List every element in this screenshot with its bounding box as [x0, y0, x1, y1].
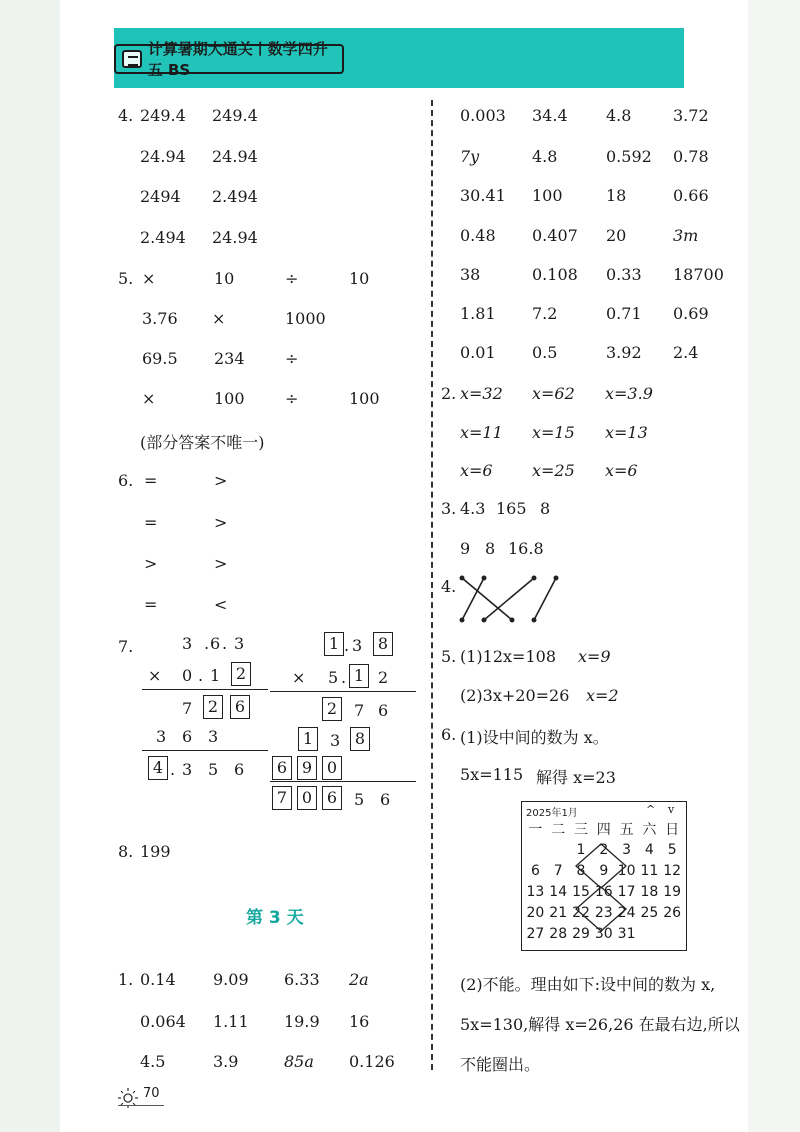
r-q1-cell: 20 [606, 226, 627, 245]
r-q1-cell: 2.4 [673, 343, 699, 362]
r-q5-line1: (1)12x=108 [460, 647, 556, 666]
q6-r4c1: = [144, 595, 158, 614]
r-q1-cell: 0.33 [606, 265, 642, 284]
page-number: 70 [143, 1086, 160, 1101]
calendar-day: 31 [617, 925, 636, 942]
r-q5-line2: (2)3x+20=26 [460, 686, 570, 705]
q7a-line2 [142, 750, 268, 751]
diamond-2 [576, 887, 626, 931]
q7a-resd3: 5 [208, 760, 219, 779]
q4-r4c1: 2.494 [140, 228, 186, 247]
r-q3-r1c3: 8 [540, 499, 551, 518]
q7a-p2d3: 3 [208, 727, 219, 746]
header-title: 计算暑期大通关丨数学四升五 BS [147, 40, 328, 79]
r-q2-r3c2: x=25 [532, 461, 575, 480]
calendar-day: 3 [622, 841, 632, 858]
q7a-p1-box1: 2 [203, 695, 223, 719]
calendar-highlight [522, 802, 688, 952]
q6-r2c2: > [214, 513, 228, 532]
q7a-res-box: 4 [148, 756, 168, 780]
q5-r2c1: 3.76 [142, 309, 178, 328]
q7b-p2-box2: 8 [350, 727, 370, 751]
q7b-p1d1: 7 [354, 701, 365, 720]
d1-r2c2: 1.11 [213, 1012, 249, 1031]
calendar-day: 20 [526, 904, 545, 921]
q4-label: 4. [118, 106, 134, 125]
q7b-r1-dot: . [344, 636, 350, 655]
match-line-1 [462, 578, 512, 620]
calendar-weekday: 三 [573, 821, 588, 838]
q7a-p2d2: 6 [182, 727, 193, 746]
r-q1-cell: 0.01 [460, 343, 496, 362]
q6-r3c2: > [214, 554, 228, 573]
r-q1-cell: 0.48 [460, 226, 496, 245]
q5-r1c3: ÷ [285, 269, 299, 288]
q8-label: 8. [118, 842, 134, 861]
chevron-up-icon[interactable]: ^ [646, 803, 656, 816]
q7b-p2-box1: 1 [298, 727, 318, 751]
match-dot [532, 618, 537, 623]
calendar-day: 21 [549, 904, 568, 921]
calendar-month: 2025年1月 [526, 808, 578, 819]
r-q1-cell: 0.66 [673, 186, 709, 205]
r-q1-cell: 38 [460, 265, 481, 284]
d1-r1c4: 2a [349, 970, 369, 989]
q5-r4c2: 100 [214, 389, 245, 408]
calendar-day: 24 [617, 904, 636, 921]
q5-note: (部分答案不唯一) [140, 433, 265, 452]
d1-r1c1: 0.14 [140, 970, 176, 989]
d1-label: 1. [118, 970, 134, 989]
q7b-resd1: 5 [354, 790, 365, 809]
calendar-day: 28 [549, 925, 568, 942]
q7a-op: × [148, 666, 162, 685]
q7b-p1d2: 6 [378, 701, 389, 720]
r-q1-cell: 30.41 [460, 186, 506, 205]
match-dot [460, 576, 465, 581]
chevron-down-icon[interactable]: v [668, 803, 675, 816]
r-q6-line2b: 解得 x=23 [536, 768, 616, 787]
q7b-resd2: 6 [380, 790, 391, 809]
match-dot [510, 618, 515, 623]
q7a-r1d5: 3 [234, 634, 245, 653]
q7a-r1d1: 3 [182, 634, 193, 653]
d1-r1c2: 9.09 [213, 970, 249, 989]
q7a-p1d1: 7 [182, 699, 193, 718]
q7b-res-box3: 6 [322, 786, 342, 810]
r-q1-cell: 18700 [673, 265, 724, 284]
match-dot [532, 576, 537, 581]
r-q1-cell: 0.71 [606, 304, 642, 323]
calendar-day: 25 [640, 904, 659, 921]
q7b-r1-mid: 3 [352, 636, 363, 655]
calendar-day: 5 [667, 841, 677, 858]
footer-underline [118, 1105, 164, 1106]
r-q1-cell: 34.4 [532, 106, 568, 125]
match-dot [554, 576, 559, 581]
q7b-res-box2: 0 [297, 786, 317, 810]
q7a-r1d4: . [222, 634, 228, 653]
q8-value: 199 [140, 842, 171, 861]
r-q1-cell: 1.81 [460, 304, 496, 323]
calendar-day: 22 [572, 904, 590, 921]
match-dot [460, 618, 465, 623]
q7b-r2d1: 5 [328, 668, 339, 687]
q7b-r2d2: . [341, 668, 347, 687]
q7a-resd2: 3 [182, 760, 193, 779]
q5-r4c3: ÷ [285, 389, 299, 408]
r-q1-cell: 0.003 [460, 106, 506, 125]
q7a-resd4: 6 [234, 760, 245, 779]
q7b-op: × [292, 668, 306, 687]
q6-label: 6. [118, 471, 134, 490]
r-q2-r3c1: x=6 [460, 461, 493, 480]
r-q1-cell: 3.92 [606, 343, 642, 362]
q6-r3c1: > [144, 554, 158, 573]
q5-r2c2: × [212, 309, 226, 328]
r-q3-r2c3: 16.8 [508, 539, 544, 558]
calendar-day: 30 [594, 925, 613, 942]
r-q1-cell: 18 [606, 186, 627, 205]
q7b-r1-box1: 1 [324, 632, 344, 656]
calendar-day: 19 [663, 883, 682, 900]
q4-r2c2: 24.94 [212, 147, 258, 166]
match-dot [482, 618, 487, 623]
q5-r3c3: ÷ [285, 349, 299, 368]
r-q2-r2c3: x=13 [605, 423, 648, 442]
calendar-day: 6 [530, 862, 540, 879]
r-q1-cell: 100 [532, 186, 563, 205]
q7b-res-box1: 7 [272, 786, 292, 810]
r-q1-cell: 7.2 [532, 304, 558, 323]
calendar-day: 14 [549, 883, 568, 900]
r-q6-line1: (1)设中间的数为 x。 [460, 728, 609, 747]
calendar-day: 11 [640, 862, 659, 879]
q4-r1c1: 249.4 [140, 106, 186, 125]
r-q1-cell: 4.8 [606, 106, 632, 125]
d1-r3c3: 85a [284, 1052, 314, 1071]
r-q2-r1c2: x=62 [532, 384, 575, 403]
header-title-tab [114, 40, 344, 79]
r-q6-line5: 不能圈出。 [460, 1055, 541, 1074]
diamond-1 [576, 841, 626, 888]
q4-r3c2: 2.494 [212, 187, 258, 206]
r-q1-cell: 0.69 [673, 304, 709, 323]
r-q3-r1c2: 165 [496, 499, 527, 518]
q5-r3c1: 69.5 [142, 349, 178, 368]
calendar [521, 801, 687, 951]
r-q2-r1c3: x=3.9 [605, 384, 653, 403]
calendar-day: 8 [576, 862, 586, 879]
calendar-day: 2 [599, 841, 609, 858]
r-q4-label: 4. [441, 577, 457, 596]
r-q1-cell: 0.78 [673, 147, 709, 166]
calendar-weekday: 一 [528, 821, 543, 838]
q7a-r2d2: . [198, 666, 204, 685]
q7b-r2-end: 2 [378, 668, 389, 687]
d1-r3c4: 0.126 [349, 1052, 395, 1071]
calendar-day: 10 [617, 862, 636, 879]
q7b-line1 [270, 691, 416, 692]
q4-r2c1: 24.94 [140, 147, 186, 166]
r-q6-line2: 5x=115 [460, 765, 524, 784]
q7b-line2 [270, 781, 416, 782]
q7a-p2d1: 3 [156, 727, 167, 746]
calendar-weekday: 二 [551, 821, 566, 838]
d1-r2c4: 16 [349, 1012, 370, 1031]
calendar-day: 13 [526, 883, 545, 900]
calendar-day: 9 [599, 862, 609, 879]
q4-r4c2: 24.94 [212, 228, 258, 247]
calendar-day: 29 [572, 925, 590, 942]
r-q2-r1c1: x=32 [460, 384, 503, 403]
r-q5-label: 5. [441, 647, 457, 666]
r-q1-cell: 0.5 [532, 343, 558, 362]
q7a-line1 [142, 689, 268, 690]
q7a-r2d1: 0 [182, 666, 193, 685]
r-q2-r3c3: x=6 [605, 461, 638, 480]
match-line-3 [484, 578, 534, 620]
match-line-2 [462, 578, 484, 620]
calendar-weekday: 四 [596, 821, 611, 838]
q6-r2c1: = [144, 513, 158, 532]
calendar-day: 16 [594, 883, 613, 900]
q4-r3c1: 2494 [140, 187, 181, 206]
d1-r2c1: 0.064 [140, 1012, 186, 1031]
calendar-day: 18 [640, 883, 659, 900]
r-q6-label: 6. [441, 725, 457, 744]
calendar-weekday: 六 [642, 821, 657, 838]
matching-lines [454, 570, 564, 626]
q6-r1c2: > [214, 471, 228, 490]
q5-label: 5. [118, 269, 134, 288]
r-q5-line1b: x=9 [578, 647, 611, 666]
calendar-day: 1 [576, 841, 586, 858]
d1-r3c2: 3.9 [213, 1052, 239, 1071]
r-q3-r1c1: 4.3 [460, 499, 486, 518]
r-q1-cell: 7y [460, 147, 480, 166]
d1-r2c3: 19.9 [284, 1012, 320, 1031]
calendar-day: 26 [663, 904, 682, 921]
r-q1-cell: 3.72 [673, 106, 709, 125]
page [60, 0, 748, 1132]
calendar-day: 7 [553, 862, 563, 879]
q7a-r1d3: 6 [210, 634, 221, 653]
page-edge [748, 0, 800, 1132]
r-q1-cell: 0.108 [532, 265, 578, 284]
q6-r4c2: < [214, 595, 228, 614]
q7b-p2-mid: 3 [330, 731, 341, 750]
calendar-weekday: 日 [665, 821, 680, 838]
day-title: 第 3 天 [246, 908, 304, 928]
calendar-weekday: 五 [619, 821, 634, 838]
r-q5-line2b: x=2 [586, 686, 619, 705]
r-q3-label: 3. [441, 499, 457, 518]
q7b-p3-box3: 0 [322, 756, 342, 780]
r-q6-line4: 5x=130,解得 x=26,26 在最右边,所以 [460, 1015, 740, 1034]
q5-r1c4: 10 [349, 269, 370, 288]
q7b-p3-box2: 9 [297, 756, 317, 780]
r-q1-cell: 4.8 [532, 147, 558, 166]
q7b-r1-box2: 8 [373, 632, 393, 656]
r-q3-r2c2: 8 [485, 539, 496, 558]
q5-r1c1: × [142, 269, 156, 288]
r-q1-cell: 0.407 [532, 226, 578, 245]
r-q1-cell: 3m [673, 226, 699, 245]
q4-r1c2: 249.4 [212, 106, 258, 125]
d1-r1c3: 6.33 [284, 970, 320, 989]
calendar-day: 12 [663, 862, 682, 879]
column-divider [431, 100, 433, 1070]
calendar-day: 17 [617, 883, 636, 900]
r-q2-label: 2. [441, 384, 457, 403]
calendar-day: 27 [526, 925, 545, 942]
q6-r1c1: = [144, 471, 158, 490]
q5-r4c4: 100 [349, 389, 380, 408]
q7-label: 7. [118, 637, 134, 656]
match-line-4 [534, 578, 556, 620]
q7b-p1-box: 2 [322, 697, 342, 721]
d1-r3c1: 4.5 [140, 1052, 166, 1071]
r-q6-line3: (2)不能。理由如下:设中间的数为 x, [460, 975, 716, 994]
r-q2-r2c2: x=15 [532, 423, 575, 442]
q7a-r2-box: 2 [231, 662, 251, 686]
q5-r2c3: 1000 [285, 309, 326, 328]
book-icon [122, 50, 142, 68]
q7a-p1-box2: 6 [230, 695, 250, 719]
calendar-day: 4 [644, 841, 654, 858]
q7b-p3-box1: 6 [272, 756, 292, 780]
q7a-resd1: . [170, 760, 176, 779]
q5-r1c2: 10 [214, 269, 235, 288]
q5-r4c1: × [142, 389, 156, 408]
q7a-r2d3: 1 [210, 666, 221, 685]
r-q1-cell: 0.592 [606, 147, 652, 166]
match-dot [482, 576, 487, 581]
q7a-r1d2: . [204, 634, 210, 653]
q7b-r2-box: 1 [349, 664, 369, 688]
calendar-day: 15 [572, 883, 590, 900]
r-q2-r2c1: x=11 [460, 423, 503, 442]
calendar-day: 23 [594, 904, 613, 921]
q5-r3c2: 234 [214, 349, 245, 368]
r-q3-r2c1: 9 [460, 539, 471, 558]
